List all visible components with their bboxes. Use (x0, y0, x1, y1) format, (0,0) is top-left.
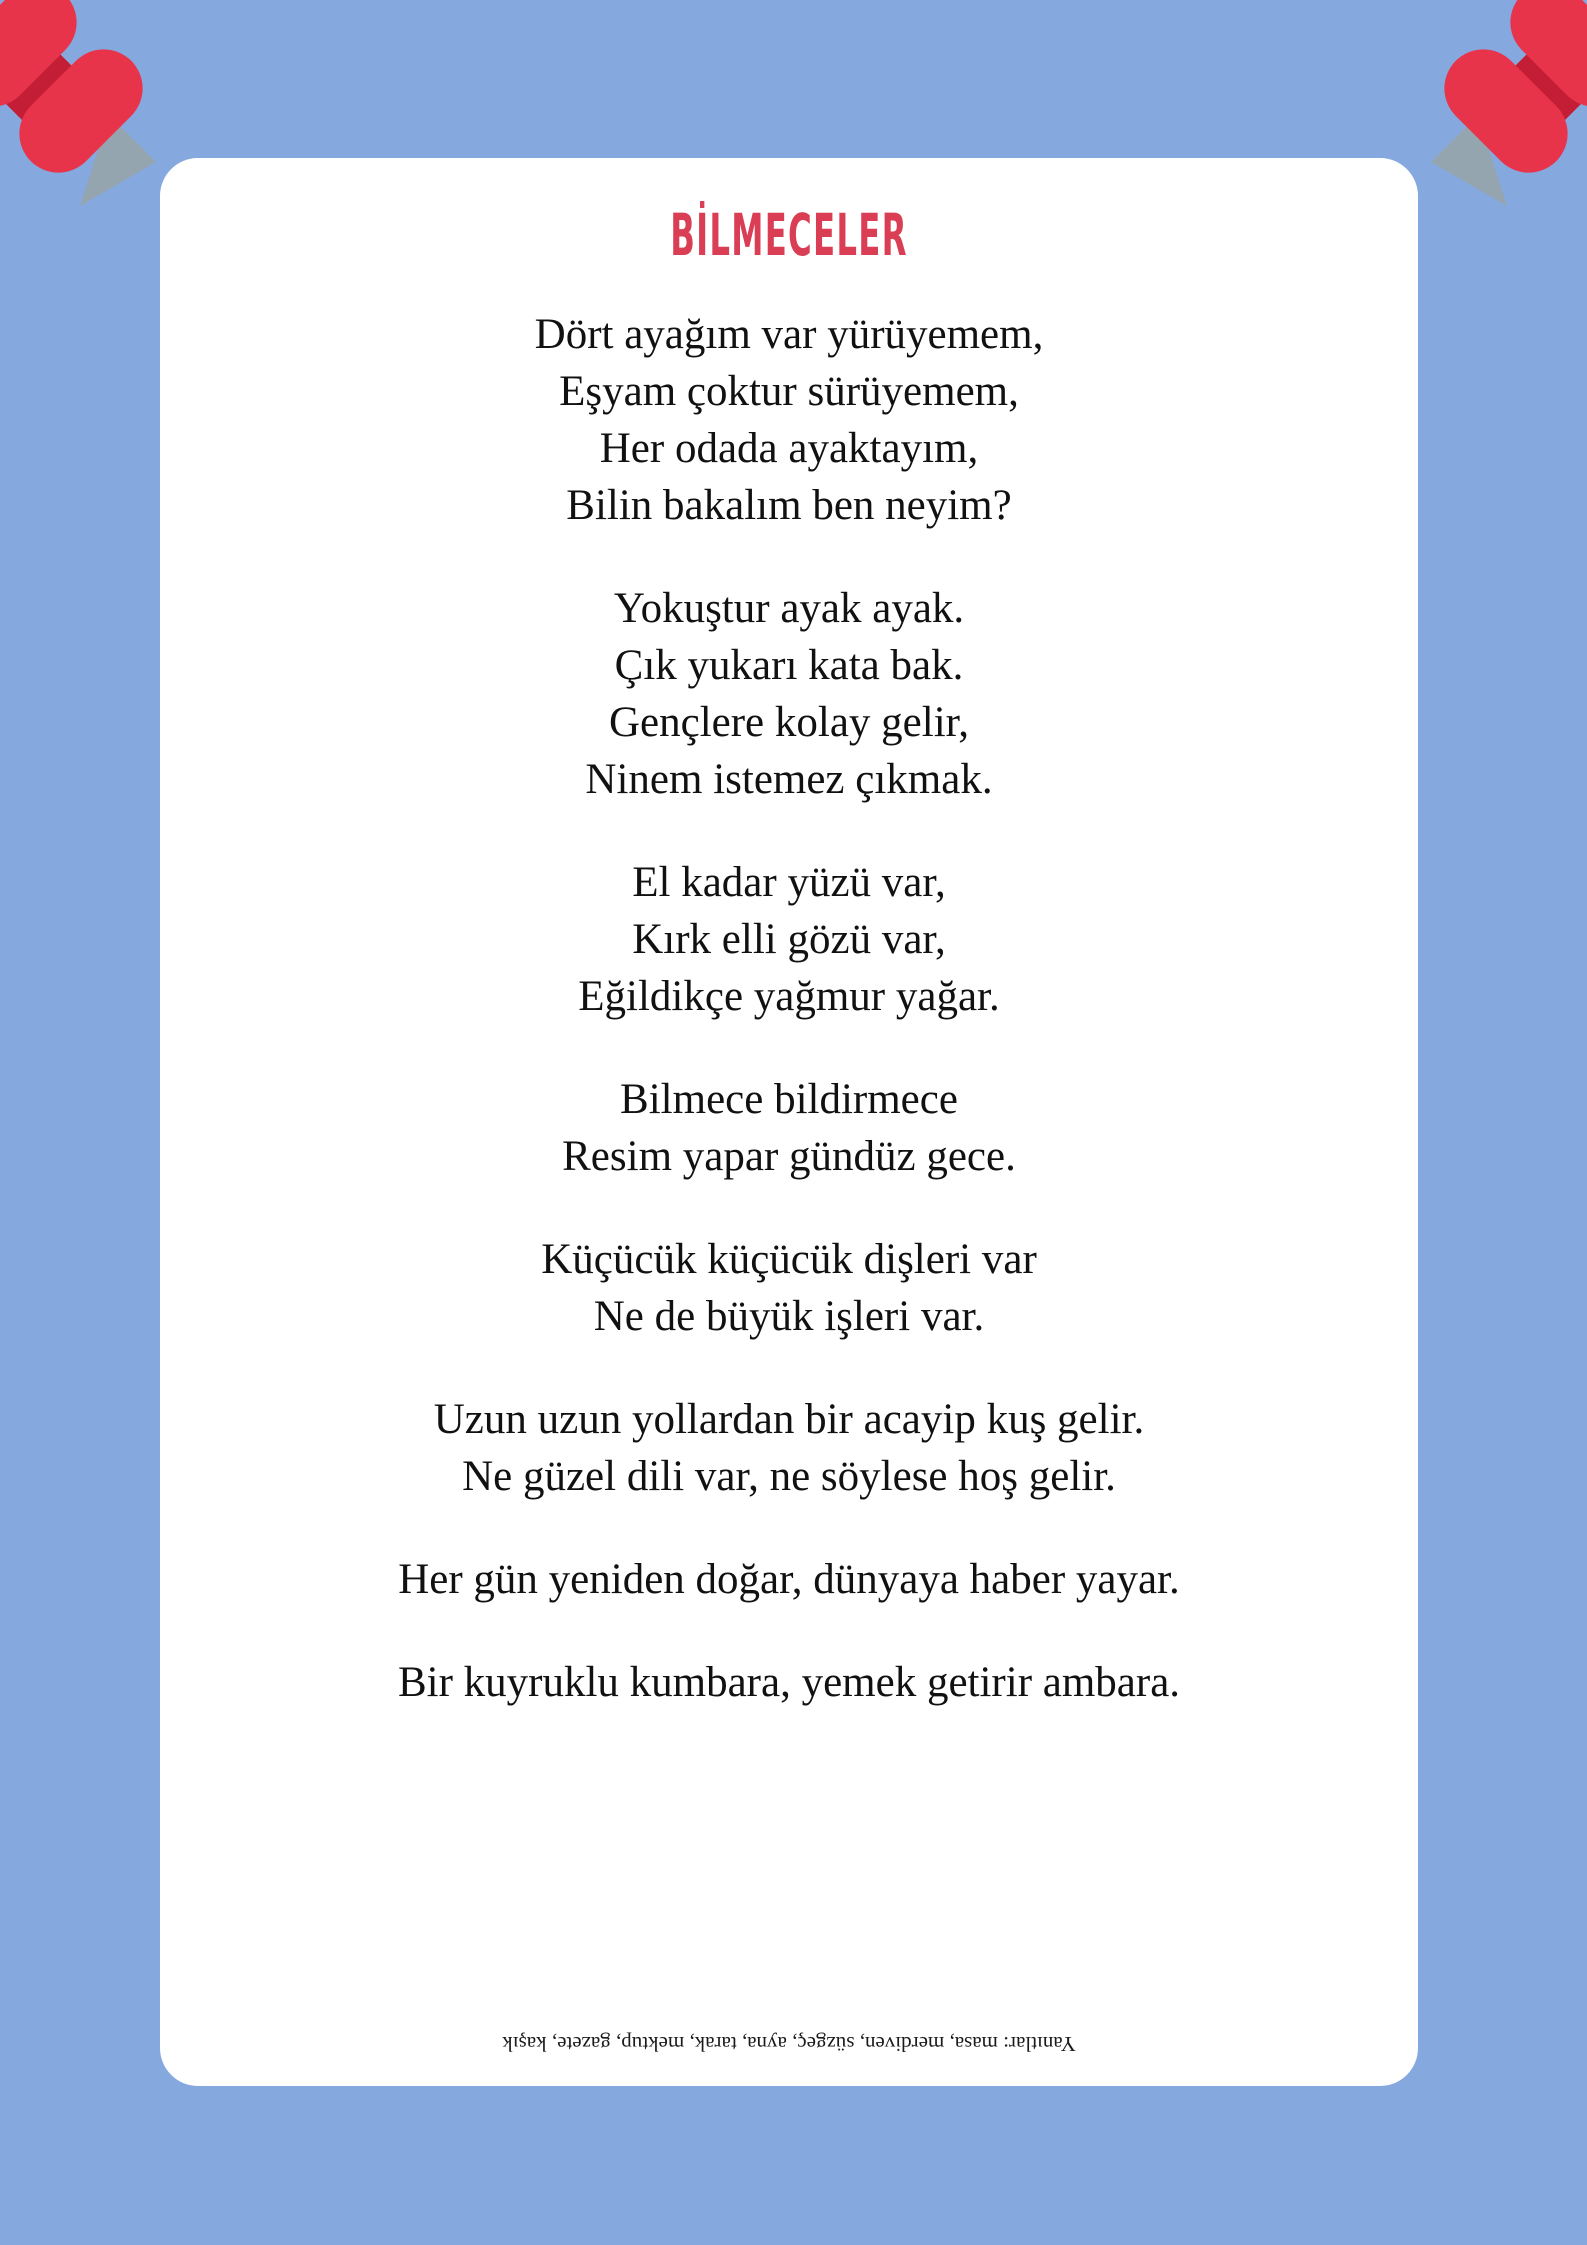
riddle-line: Uzun uzun yollardan bir acayip kuş gelir. (433, 1396, 1145, 1443)
riddle-line: Ne güzel dili var, ne söylese hoş gelir. (462, 1453, 1116, 1500)
riddle-verse (160, 306, 1418, 534)
riddle-verse (160, 580, 1418, 808)
riddle-line: Yokuştur ayak ayak. (613, 585, 965, 632)
riddle-verse (160, 1391, 1418, 1505)
riddle-line: Çık yukarı kata bak. (614, 642, 964, 689)
riddles-list (160, 306, 1418, 1711)
page-title: BİLMECELER (670, 201, 908, 269)
riddle-line: Kırk elli gözü var, (632, 916, 946, 963)
riddle-line: Her odada ayaktayım, (599, 425, 979, 472)
riddle-line: Dört ayağım var yürüyemem, (534, 311, 1044, 358)
riddle-verse (160, 854, 1418, 1025)
riddle-line: Her gün yeniden doğar, dünyaya haber yayar. (398, 1556, 1180, 1603)
riddle-line: Eşyam çoktur sürüyemem, (559, 368, 1019, 415)
riddle-line: Ninem istemez çıkmak. (585, 756, 993, 803)
riddle-line: Bir kuyruklu kumbara, yemek getirir ambara. (397, 1659, 1181, 1706)
riddle-verse (160, 1071, 1418, 1185)
riddle-line: Gençlere kolay gelir, (608, 699, 970, 746)
riddle-card (160, 158, 1418, 2086)
riddle-line: Küçücük küçücük dişleri var (541, 1236, 1037, 1283)
riddle-verse (160, 1231, 1418, 1345)
riddle-verse (160, 1654, 1418, 1711)
answers-key: Yanıtlar: masa, merdiven, süzgeç, ayna, tarak, mektup, gazete, kaşık (502, 2032, 1076, 2056)
riddle-line: Eğildikçe yağmur yağar. (578, 973, 1000, 1020)
riddle-line: Ne de büyük işleri var. (593, 1293, 985, 1340)
riddle-line: Bilin bakalım ben neyim? (566, 482, 1012, 529)
riddle-verse (160, 1551, 1418, 1608)
riddle-line: Resim yapar gündüz gece. (562, 1133, 1016, 1180)
riddle-line: El kadar yüzü var, (632, 859, 946, 906)
riddle-line: Bilmece bildirmece (620, 1076, 958, 1123)
